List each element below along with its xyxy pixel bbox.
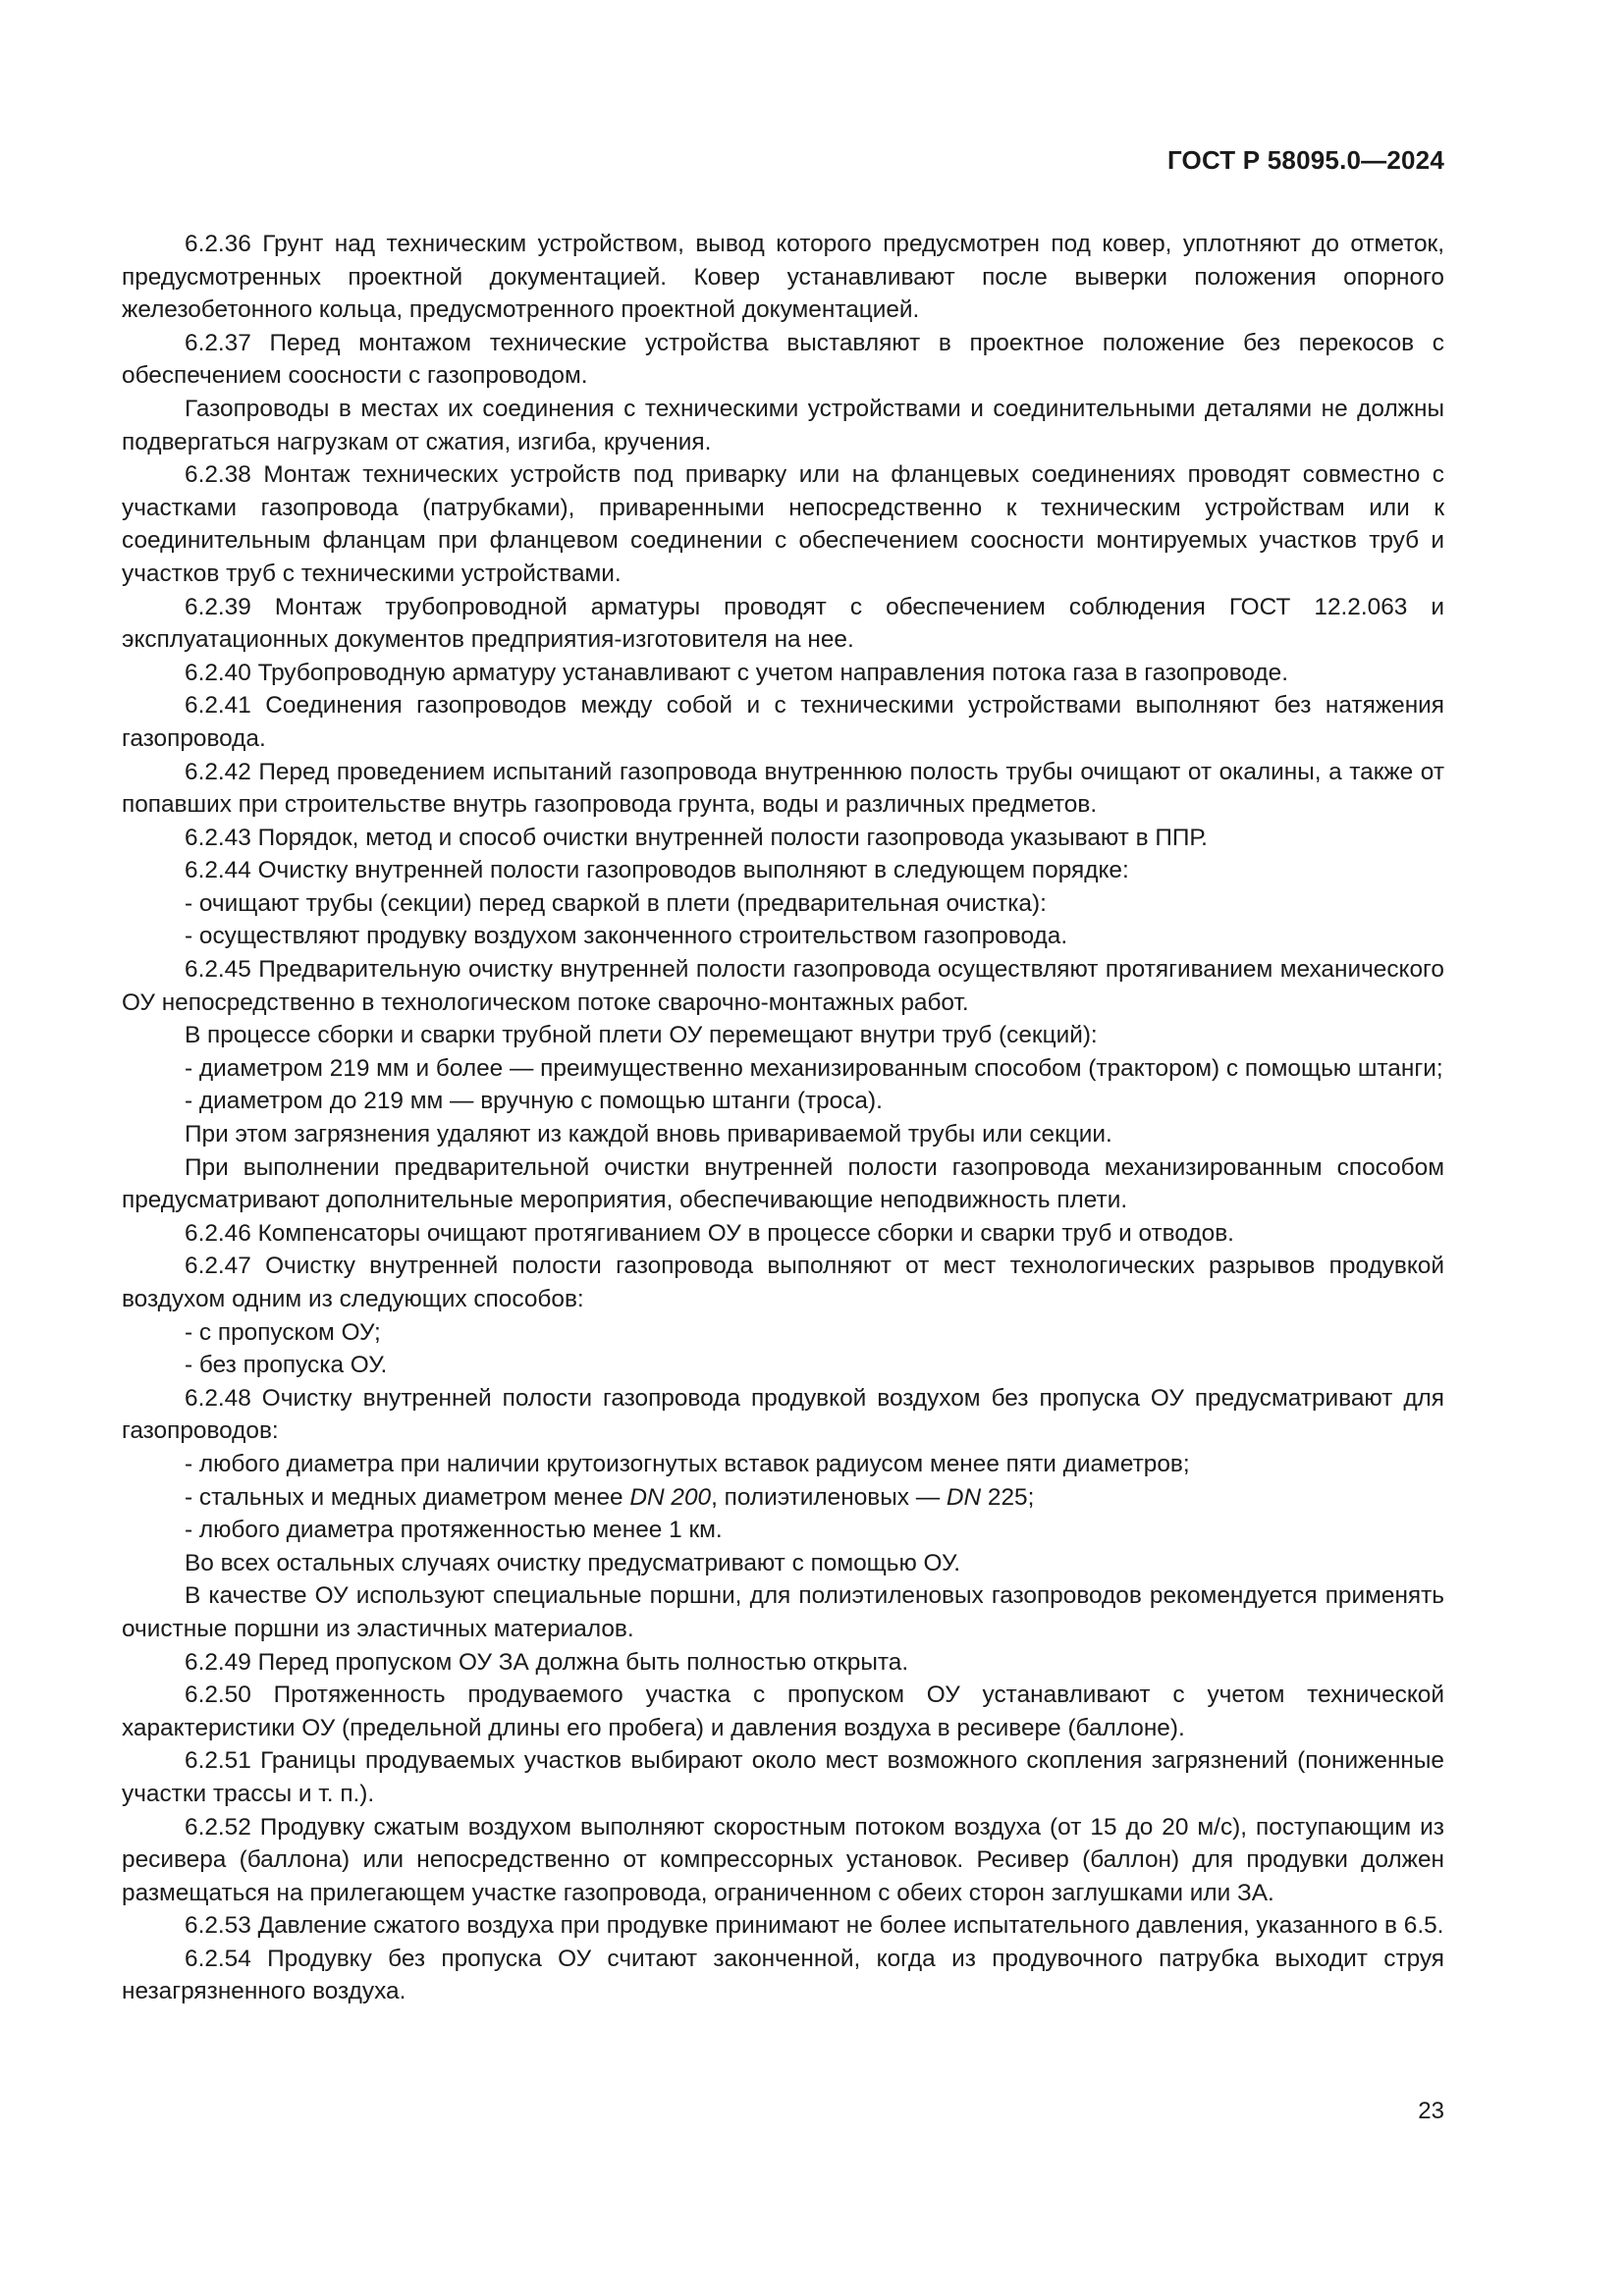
list-item: - любого диаметра при наличии крутоизогнутых вставок радиусом менее пяти диаметров; <box>185 1450 1190 1477</box>
dn-designation: DN <box>946 1483 982 1511</box>
paragraph: 6.2.36 Грунт над техническим устройством, вывод которого предусмотрен под ковер, уплотняют до отметок, предусмотренных проектной документацией. Ковер устанавливают после выверки положения опорного железобетонного кольца, предусмотренного проектной документацией. <box>122 231 1444 324</box>
paragraph: 6.2.37 Перед монтажом технические устройства выставляют в проектное положение без перекосов с обеспечением соосности с газопроводом. <box>122 329 1444 390</box>
paragraph: 6.2.48 Очистку внутренней полости газопровода продувкой воздухом без пропуска ОУ предусматривают для газопроводов: <box>122 1384 1444 1445</box>
paragraph: 6.2.49 Перед пропуском ОУ ЗА должна быть полностью открыта. <box>185 1648 909 1676</box>
page-number: 23 <box>1418 2098 1444 2124</box>
paragraph: 6.2.43 Порядок, метод и способ очистки внутренней полости газопровода указывают в ППР. <box>185 824 1208 851</box>
paragraph: Во всех остальных случаях очистку предусматривают с помощью ОУ. <box>185 1549 960 1576</box>
paragraph: 6.2.47 Очистку внутренней полости газопровода выполняют от мест технологических разрывов продувкой воздухом одним из следующих способов: <box>122 1253 1444 1312</box>
paragraph: При этом загрязнения удаляют из каждой вновь привариваемой трубы или секции. <box>185 1121 1112 1148</box>
paragraph: 6.2.54 Продувку без пропуска ОУ считают законченной, когда из продувочного патрубка выходит струя незагрязненного воздуха. <box>122 1945 1444 2005</box>
paragraph: 6.2.42 Перед проведением испытаний газопровода внутреннюю полость трубы очищают от окалины, а также от попавших при строительстве внутрь газопровода грунта, воды и различных предметов. <box>122 758 1444 819</box>
paragraph: 6.2.38 Монтаж технических устройств под приварку или на фланцевых соединениях проводят совместно с участками газопровода (патрубками), приваренными непосредственно к техническим устройствам или к соединительным фланцам при фланцевом соединении с обеспечением соосности монтируемых участков труб и участков труб с техническими устройствами. <box>122 461 1444 587</box>
paragraph: 6.2.50 Протяженность продуваемого участка с пропуском ОУ устанавливают с учетом технической характеристики ОУ (предельной длины его пробега) и давления воздуха в ресивере (баллоне). <box>122 1682 1444 1741</box>
list-item: - осуществляют продувку воздухом законченного строительством газопровода. <box>185 923 1068 950</box>
list-item: - без пропуска ОУ. <box>185 1352 388 1379</box>
list-item: - диаметром 219 мм и более — преимущественно механизированным способом (трактором) с помощью штанги; <box>185 1054 1443 1082</box>
list-item: - с пропуском ОУ; <box>185 1318 381 1346</box>
paragraph: 6.2.40 Трубопроводную арматуру устанавливают с учетом направления потока газа в газопроводе. <box>185 659 1288 686</box>
paragraph: При выполнении предварительной очистки внутренней полости газопровода механизированным способом предусматривают дополнительные мероприятия, обеспечивающие неподвижность плети. <box>122 1153 1444 1214</box>
list-item-dn: - стальных и медных диаметром менее DN 200, полиэтиленовых — DN 225; <box>185 1483 1035 1511</box>
paragraph: 6.2.46 Компенсаторы очищают протягиванием ОУ в процессе сборки и сварки труб и отводов. <box>185 1219 1234 1247</box>
paragraph: 6.2.44 Очистку внутренней полости газопроводов выполняют в следующем порядке: <box>185 857 1129 884</box>
paragraph: 6.2.52 Продувку сжатым воздухом выполняют скоростным потоком воздуха (от 15 до 20 м/с), поступающим из ресивера (баллона) или непосредственно от компрессорных установок. Ресивер (баллон) для продувки должен размещаться на прилегающем участке газопровода, ограниченном с обеих сторон заглушками или ЗА. <box>122 1813 1444 1906</box>
paragraph: 6.2.51 Границы продуваемых участков выбирают около мест возможного скопления загрязнений (пониженные участки трассы и т. п.). <box>122 1747 1444 1807</box>
list-item: - диаметром до 219 мм — вручную с помощью штанги (троса). <box>185 1088 883 1115</box>
paragraph: В качестве ОУ используют специальные поршни, для полиэтиленовых газопроводов рекомендуется применять очистные поршни из эластичных материалов. <box>122 1582 1444 1642</box>
paragraph: Газопроводы в местах их соединения с техническими устройствами и соединительными деталями не должны подвергаться нагрузкам от сжатия, изгиба, кручения. <box>122 395 1444 455</box>
paragraph: 6.2.39 Монтаж трубопроводной арматуры проводят с обеспечением соблюдения ГОСТ 12.2.063 и эксплуатационных документов предприятия-изготовителя на нее. <box>122 593 1444 654</box>
list-item: - любого диаметра протяженностью менее 1 км. <box>185 1517 723 1544</box>
paragraph: В процессе сборки и сварки трубной плети ОУ перемещают внутри труб (секций): <box>185 1022 1098 1049</box>
paragraph: 6.2.45 Предварительную очистку внутренней полости газопровода осуществляют протягиванием механического ОУ непосредственно в технологическом потоке сварочно-монтажных работ. <box>122 956 1444 1016</box>
paragraph: 6.2.41 Соединения газопроводов между собой и с техническими устройствами выполняют без натяжения газопровода. <box>122 692 1444 752</box>
document-code-header: ГОСТ Р 58095.0—2024 <box>1166 145 1444 175</box>
list-item: - очищают трубы (секции) перед сваркой в плети (предварительная очистка): <box>185 889 1047 917</box>
dn-designation: DN 200 <box>629 1483 712 1511</box>
paragraph: 6.2.53 Давление сжатого воздуха при продувке принимают не более испытательного давления, указанного в 6.5. <box>185 1912 1444 1940</box>
document-body <box>122 228 1444 2008</box>
